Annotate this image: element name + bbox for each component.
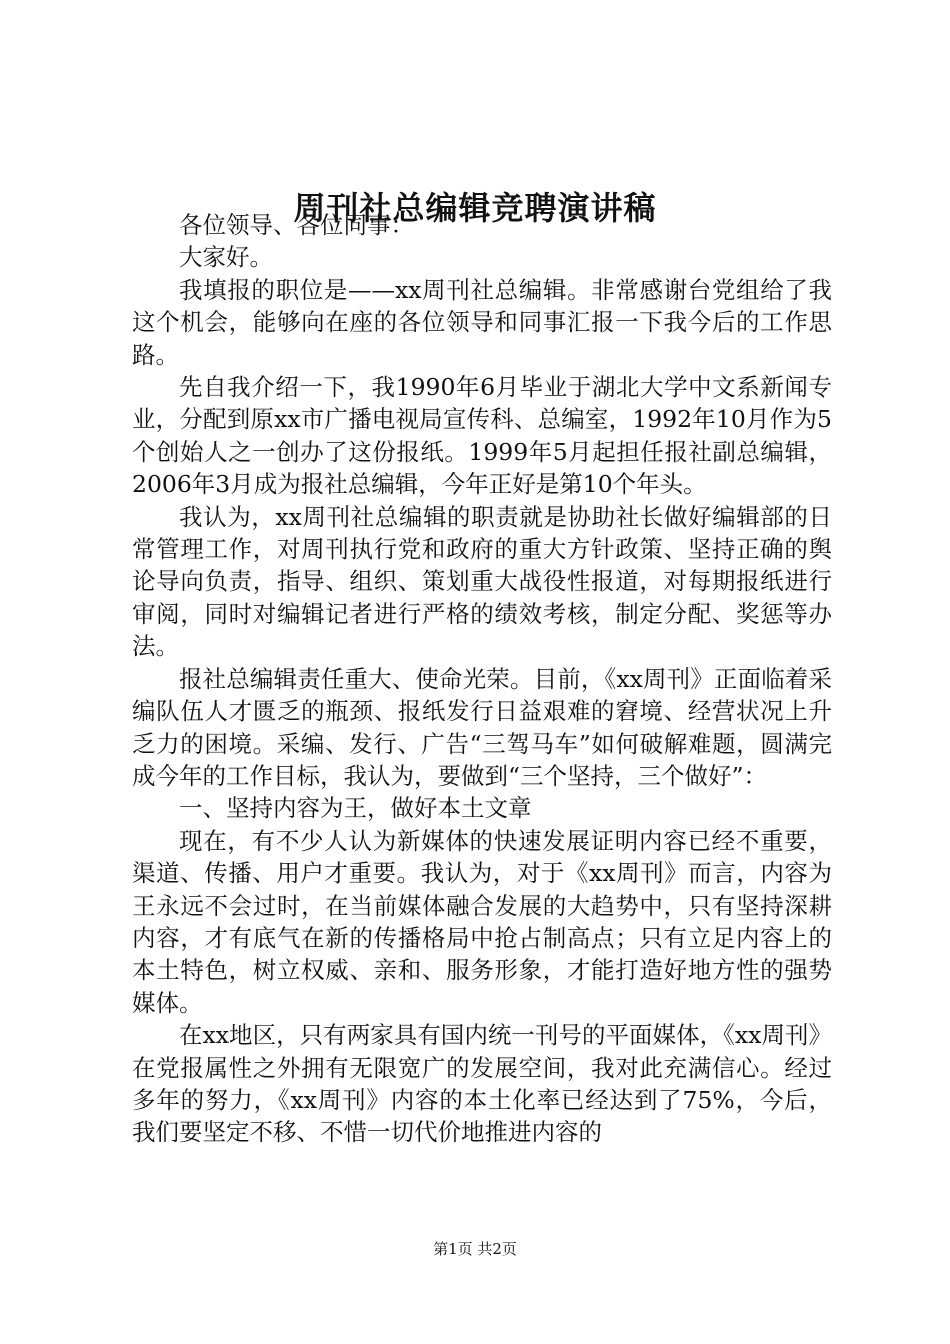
- paragraph: 先自我介绍一下，我1990年6月毕业于湖北大学中文系新闻专业，分配到原xx市广播电视局宣传科、总编室，1992年10月作为5个创始人之一创办了这份报纸。1999年5月起担任报社副总编辑，2006年3月成为报社总编辑，今年正好是第10个年头。: [132, 373, 832, 499]
- paragraph-greeting: 大家好。: [179, 243, 273, 272]
- paragraph-salutation: 各位领导、各位同事：: [179, 211, 414, 239]
- paragraph: 我认为，xx周刊社总编辑的职责就是协助社长做好编辑部的日常管理工作，对周刊执行党和政府的重大方针政策、坚持正确的舆论导向负责，指导、组织、策划重大战役性报道，对每期报纸进行审阅，同时对编辑记者进行严格的绩效考核，制定分配、奖惩等办法。: [132, 502, 832, 661]
- paragraph: 报社总编辑责任重大、使命光荣。目前，《xx周刊》正面临着采编队伍人才匮乏的瓶颈、报纸发行日益艰难的窘境、经营状况上升乏力的困境。采编、发行、广告“三驾马车”如何破解难题，圆满完成今年的工作目标，我认为，要做到“三个坚持，三个做好”：: [132, 664, 832, 790]
- document-title: 周刊社总编辑竞聘演讲稿: [293, 189, 657, 227]
- paragraph: 我填报的职位是——xx周刊社总编辑。非常感谢台党组给了我这个机会，能够向在座的各位领导和同事汇报一下我今后的工作思路。: [132, 275, 832, 369]
- section-heading: 一、坚持内容为王，做好本土文章: [179, 794, 532, 823]
- paragraph: 在xx地区，只有两家具有国内统一刊号的平面媒体，《xx周刊》在党报属性之外拥有无限宽广的发展空间，我对此充满信心。经过多年的努力，《xx周刊》内容的本土化率已经达到了75%，今后，我们要坚定不移、不惜一切代价地推进内容的: [132, 1021, 832, 1147]
- page-footer: 第1页 共2页: [433, 1240, 517, 1258]
- document-body: [132, 209, 832, 1149]
- paragraph: 现在，有不少人认为新媒体的快速发展证明内容已经不重要，渠道、传播、用户才重要。我认为，对于《xx周刊》而言，内容为王永远不会过时，在当前媒体融合发展的大趋势中，只有坚持深耕内容，才有底气在新的传播格局中抢占制高点；只有立足内容上的本土特色，树立权威、亲和、服务形象，才能打造好地方性的强势媒体。: [132, 826, 832, 1017]
